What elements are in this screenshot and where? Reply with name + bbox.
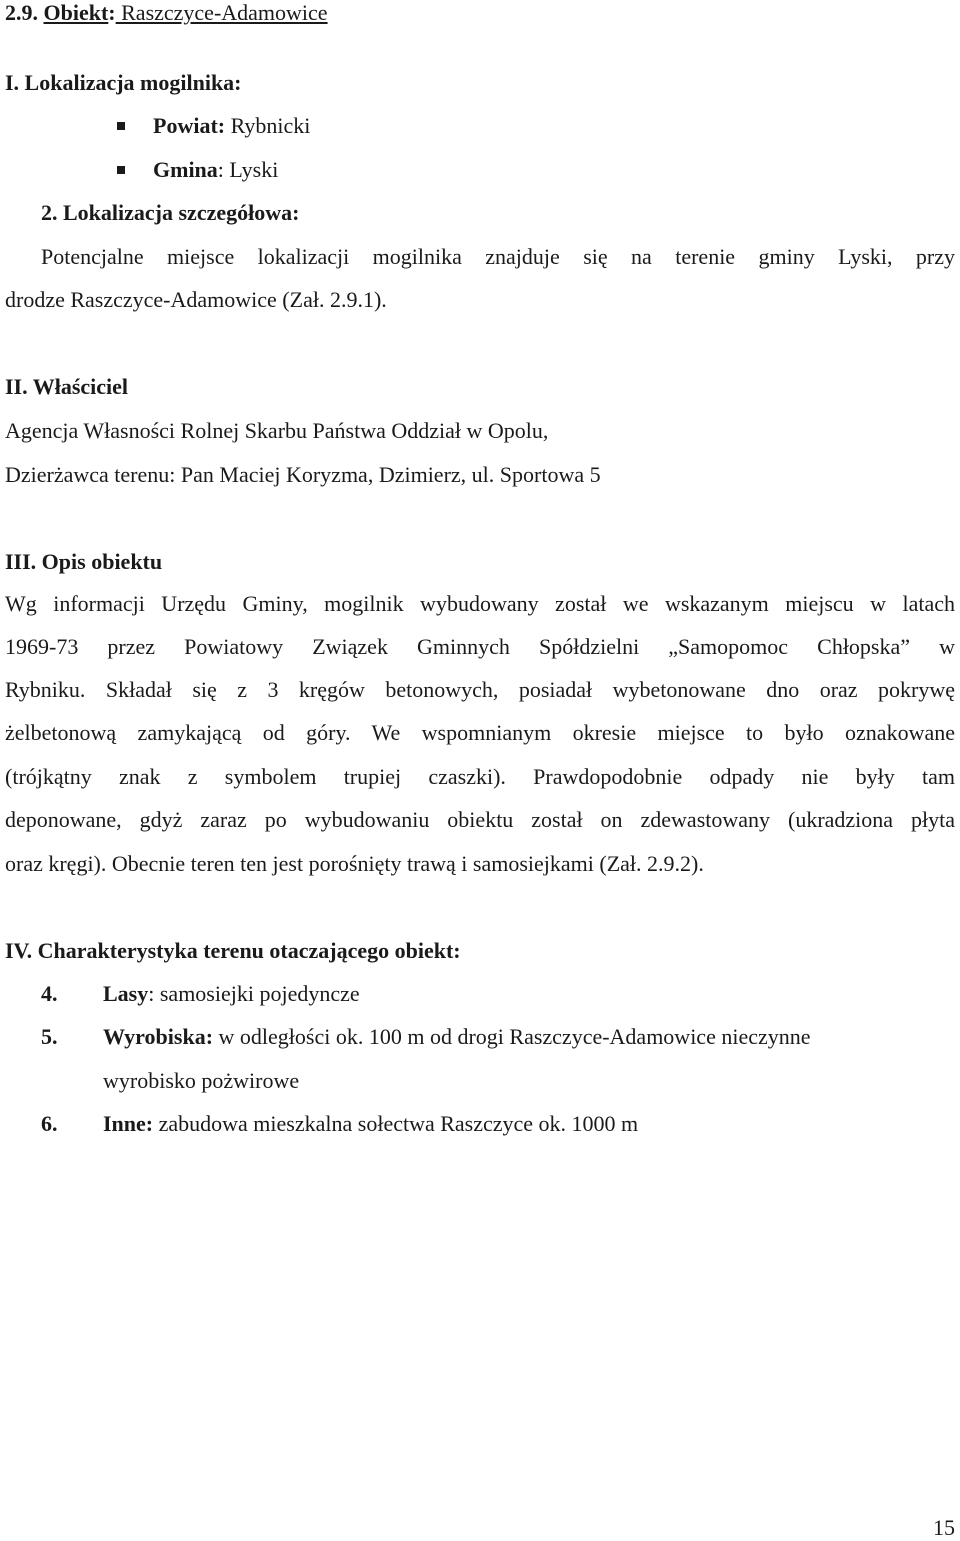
forest-item: Lasy: samosiejki pojedyncze: [103, 981, 360, 1006]
item-number: 5.: [41, 1024, 58, 1049]
detail-line-2: drodze Raszczyce-Adamowice (Zał. 2.9.1).: [5, 287, 387, 312]
item-number: 6.: [41, 1111, 58, 1136]
gmina-value: : Lyski: [217, 157, 279, 182]
section-3-title: III. Opis obiektu: [5, 549, 163, 574]
tenant-line: Dzierżawca terenu: Pan Maciej Koryzma, Dzimierz, ul. Sportowa 5: [5, 462, 601, 487]
excavation-item: Wyrobiska: w odległości ok. 100 m od drogi Raszczyce-Adamowice nieczynne: [103, 1024, 811, 1049]
bullet-icon: [117, 166, 125, 174]
description-line: oraz kręgi). Obecnie teren ten jest porośnięty trawą i samosiejkami (Zał. 2.9.2).: [5, 851, 704, 876]
section-4-title: IV. Charakterystyka terenu otaczającego obiekt:: [5, 938, 461, 963]
header-name: Raszczyce-Adamowice: [115, 0, 328, 25]
detail-location-title: 2. Lokalizacja szczegółowa:: [41, 200, 300, 225]
header-colon: :: [108, 0, 116, 25]
powiat-label: Powiat:: [153, 113, 226, 138]
page-number: 15: [933, 1515, 955, 1540]
description-line: żelbetonową zamykającą od góry. We wspomnianym okresie miejsce to było oznakowane: [5, 720, 955, 745]
description-line: Rybniku. Składał się z 3 kręgów betonowych, posiadał wybetonowane dno oraz pokrywę: [5, 677, 955, 702]
description-line: (trójkątny znak z symbolem trupiej czaszki). Prawdopodobnie odpady nie były tam: [5, 764, 955, 789]
owner-line: Agencja Własności Rolnej Skarbu Państwa Oddział w Opolu,: [5, 418, 549, 443]
item-number: 4.: [41, 981, 58, 1006]
gmina-item: [153, 157, 278, 183]
header-prefix: 2.9.: [5, 0, 44, 25]
bullet-icon: [117, 122, 125, 130]
header-label: Obiekt: [43, 0, 109, 25]
document-header: [5, 0, 328, 26]
section-1-title: I. Lokalizacja mogilnika:: [5, 70, 242, 95]
powiat-item: [153, 113, 310, 139]
excavation-item-continued: wyrobisko pożwirowe: [103, 1068, 300, 1093]
description-line: 1969-73 przez Powiatowy Związek Gminnych Spółdzielni „Samopomoc Chłopska” w: [5, 634, 955, 659]
gmina-label: Gmina: [153, 157, 218, 182]
detail-line-1: Potencjalne miejsce lokalizacji mogilnika znajduje się na terenie gminy Lyski, przy: [41, 244, 955, 269]
section-2-title: II. Właściciel: [5, 374, 129, 399]
powiat-value: Rybnicki: [225, 113, 311, 138]
other-item: Inne: zabudowa mieszkalna sołectwa Raszczyce ok. 1000 m: [103, 1111, 639, 1136]
description-line: deponowane, gdyż zaraz po wybudowaniu obiektu został on zdewastowany (ukradziona płyta: [5, 807, 955, 832]
description-line: Wg informacji Urzędu Gminy, mogilnik wybudowany został we wskazanym miejscu w latach: [5, 591, 955, 616]
